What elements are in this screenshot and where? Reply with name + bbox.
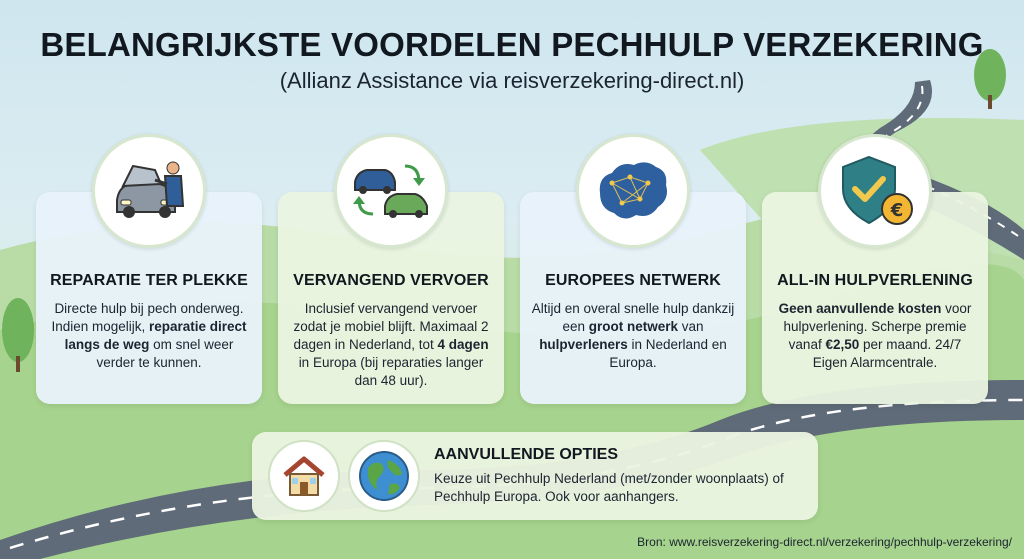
replacement-car-icon bbox=[334, 134, 448, 248]
card-title: EUROPEES NETWERK bbox=[545, 272, 721, 289]
europe-network-icon bbox=[576, 134, 690, 248]
extra-title: AANVULLENDE OPTIES bbox=[434, 446, 619, 463]
card-title: ALL-IN HULPVERLENING bbox=[777, 272, 973, 289]
card-title: REPARATIE TER PLEKKE bbox=[50, 272, 248, 289]
house-icon bbox=[268, 440, 340, 512]
card-text: Directe hulp bij pech onderweg. Indien mogelijk, reparatie direct langs de weg om snel weer verder te kunnen. bbox=[51, 301, 247, 370]
extra-text: Keuze uit Pechhulp Nederland (met/zonder woonplaats) of Pechhulp Europa. Ook voor aanhangers. bbox=[434, 471, 784, 504]
shield-check-euro-icon bbox=[818, 134, 932, 248]
globe-icon bbox=[348, 440, 420, 512]
source-note: Bron: www.reisverzekering-direct.nl/verzekering/pechhulp-verzekering/ bbox=[637, 535, 1012, 549]
svg-text:€: € bbox=[890, 200, 904, 221]
page-title: BELANGRIJKSTE VOORDELEN PECHHULP VERZEKERING bbox=[40, 26, 984, 63]
card-title: VERVANGEND VERVOER bbox=[293, 272, 489, 289]
card-text: Altijd en overal snelle hulp dankzij een groot netwerk van hulpverleners in Nederland en Europa. bbox=[531, 301, 735, 370]
card-text: Geen aanvullende kosten voor hulpverlening. Scherpe premie vanaf €2,50 per maand. 24/7 Eigen Alarmcentrale. bbox=[778, 301, 972, 370]
extra-options-panel bbox=[252, 432, 818, 520]
card-text: Inclusief vervangend vervoer zodat je mobiel blijft. Maximaal 2 dagen in Nederland, tot 4 dagen in Europa (bij reparaties langer dan 48 uur). bbox=[293, 301, 489, 388]
page-subtitle: (Allianz Assistance via reisverzekering-direct.nl) bbox=[279, 68, 745, 93]
mechanic-car-icon bbox=[92, 134, 206, 248]
